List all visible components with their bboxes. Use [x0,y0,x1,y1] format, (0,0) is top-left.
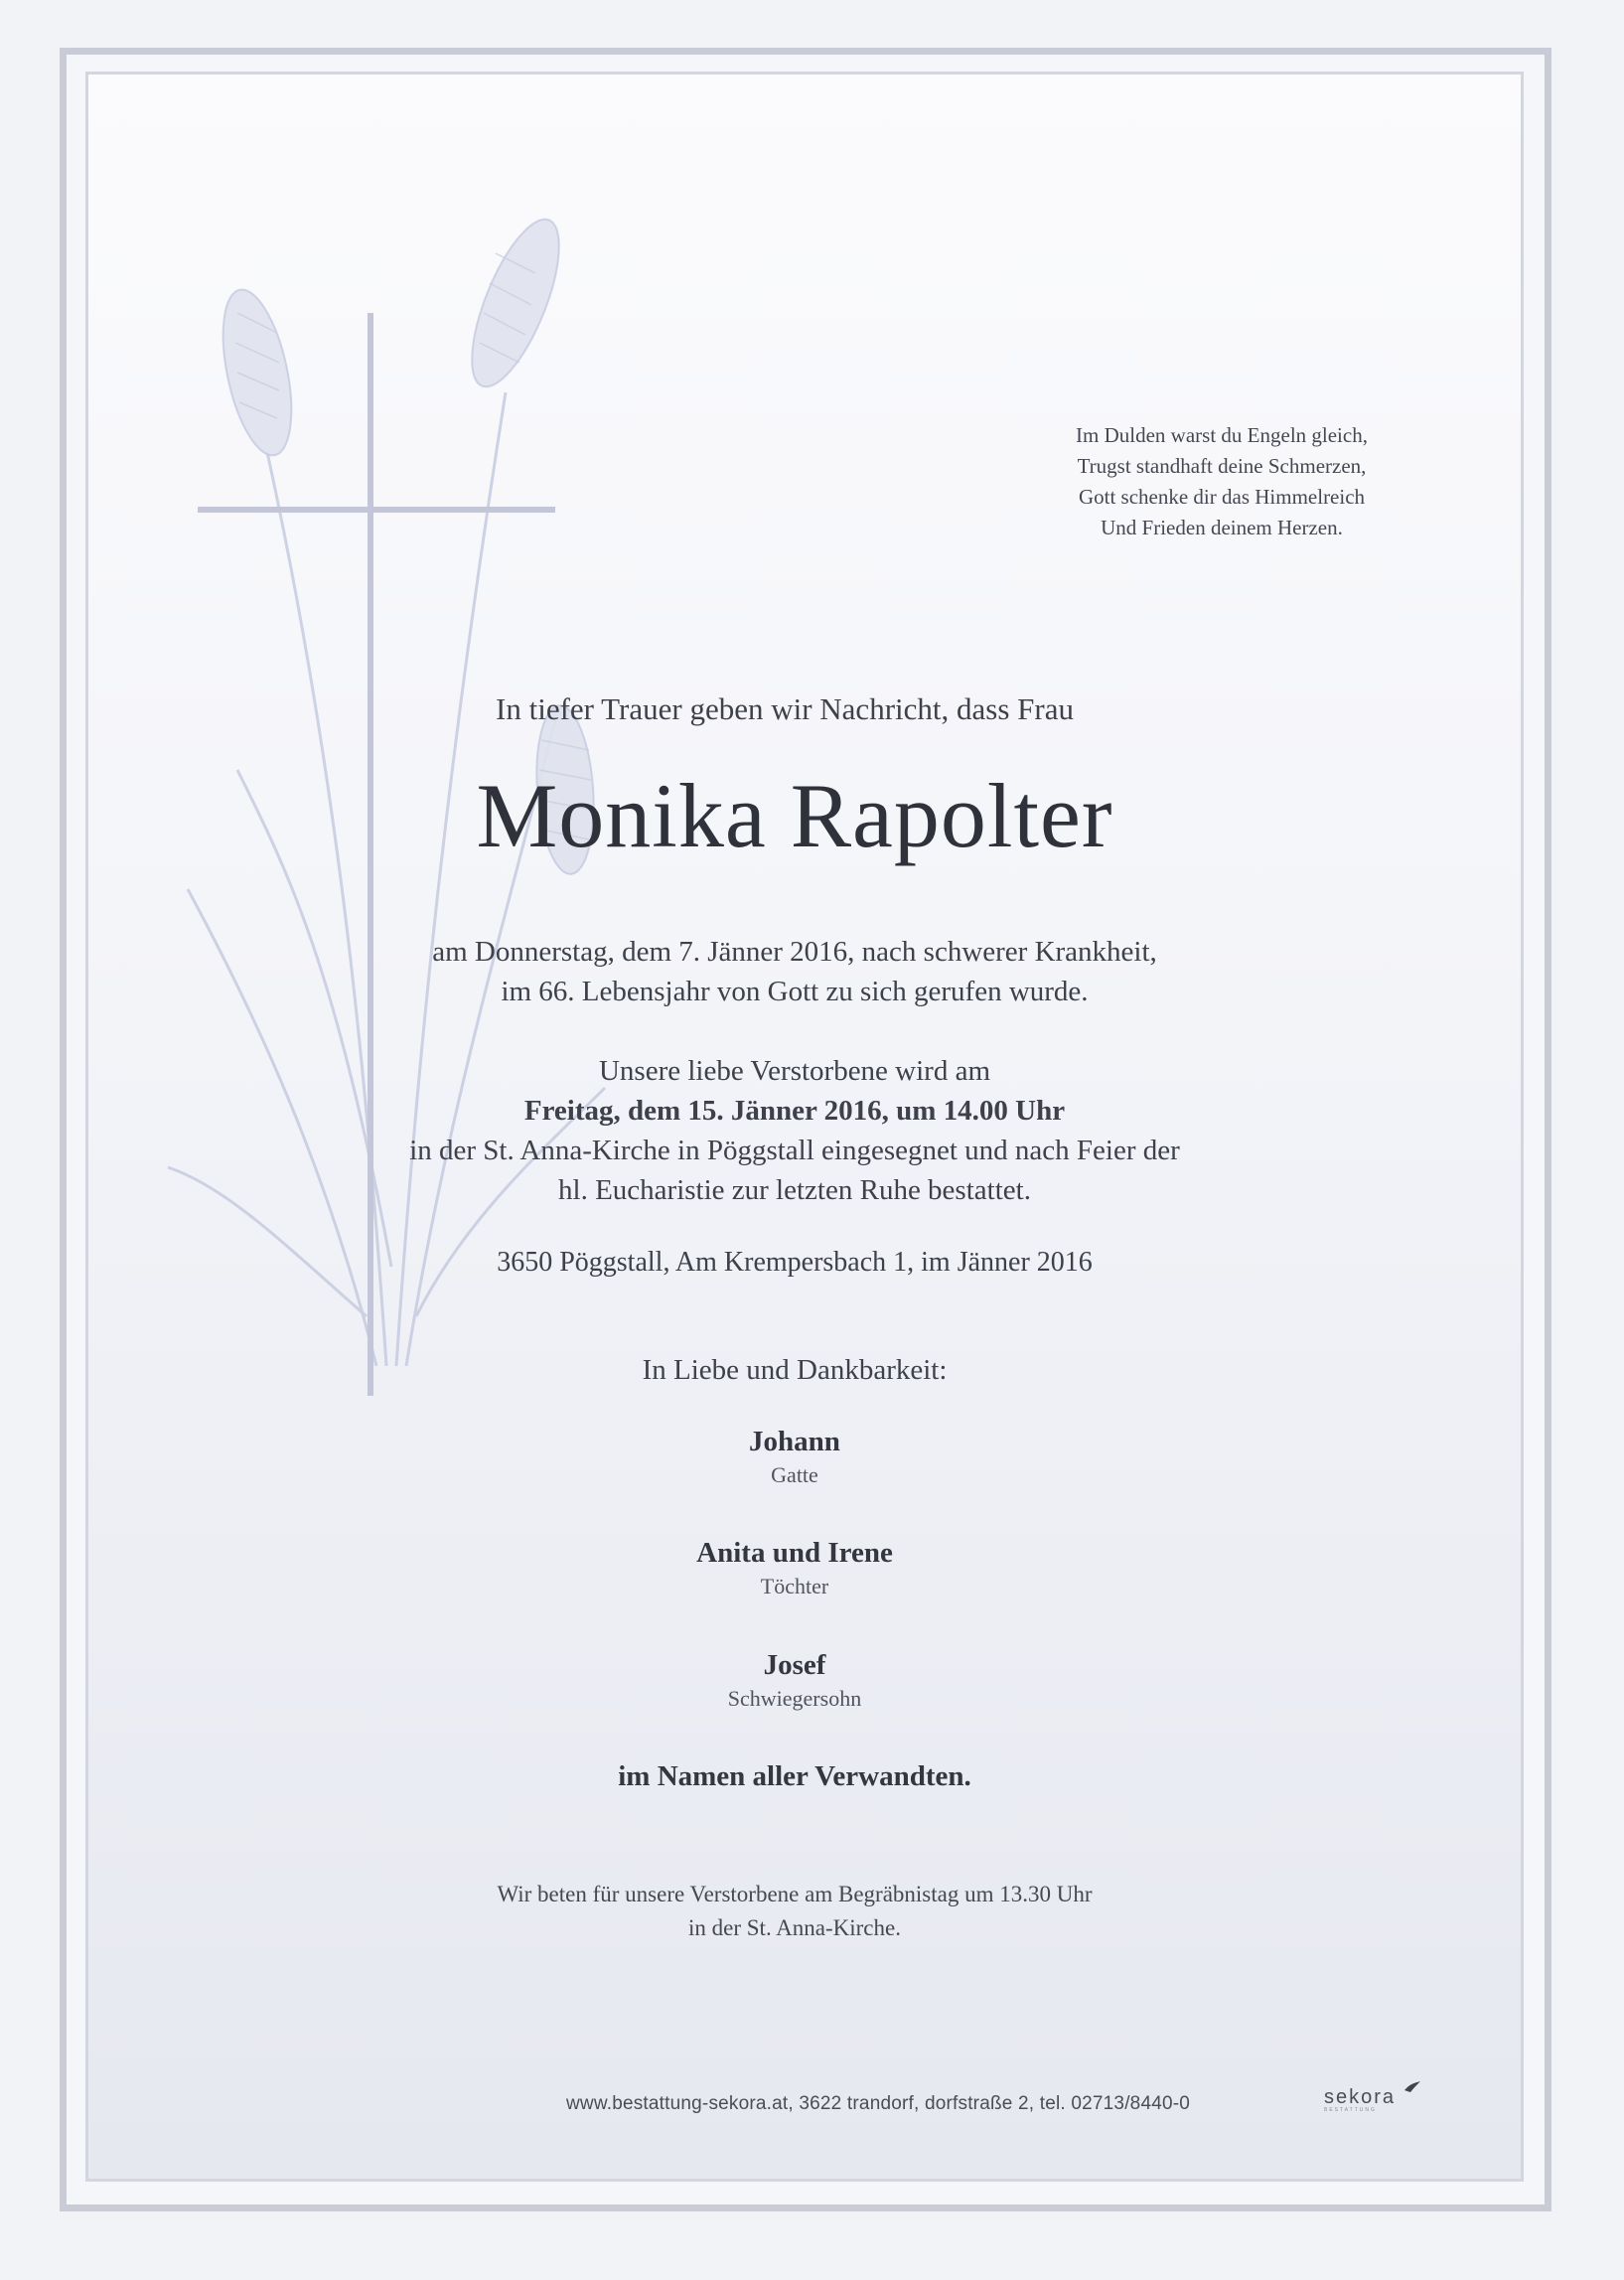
request-line-2: in der St. Anna-Kirche. [688,1915,901,1940]
funeral-line-3: in der St. Anna-Kirche in Pöggstall eingesegnet und nach Feier der [409,1135,1180,1166]
mourner-name: Johann [749,1426,840,1457]
sekora-logo [1324,2086,1433,2120]
funeral-line-1: Unsere liebe Verstorbene wird am [598,1055,991,1087]
funeral-line-4: hl. Eucharistie zur letzten Ruhe bestattet. [558,1174,1031,1206]
funeral-notice [298,1051,1291,1210]
mourner-entry [298,1646,1291,1714]
mourner-name: Anita und Irene [696,1537,893,1569]
sekora-bird-icon [1403,2080,1421,2094]
funeral-date: Freitag, dem 15. Jänner 2016, um 14.00 Uhr [523,1095,1066,1127]
death-line-1: am Donnerstag, dem 7. Jänner 2016, nach schwerer Krankheit, [432,936,1157,968]
mourner-relation: Töchter [760,1574,829,1598]
logo-sub: BESTATTUNG [1324,2107,1377,2113]
place-date: 3650 Pöggstall, Am Krempersbach 1, im Jänner 2016 [497,1247,1093,1278]
mourner-name: Josef [763,1649,826,1681]
poem-line: Gott schenke dir das Himmelreich [1078,485,1366,509]
prayer-request [298,1878,1291,1945]
deceased-name: Monika Rapolter [476,765,1113,866]
logo-word: sekora [1324,2086,1397,2108]
request-line-1: Wir beten für unsere Verstorbene am Begräbnistag um 13.30 Uhr [497,1882,1093,1906]
mourner-relation: Gatte [771,1462,818,1487]
mourner-entry [298,1423,1291,1490]
death-line-2: im 66. Lebensjahr von Gott zu sich gerufen wurde. [501,976,1089,1007]
relatives-line: im Namen aller Verwandten. [618,1760,971,1792]
intro-text: In tiefer Trauer geben wir Nachricht, dass Frau [496,691,1074,726]
thanks-heading: In Liebe und Dankbarkeit: [642,1354,948,1386]
poem [993,420,1450,543]
poem-line: Und Frieden deinem Herzen. [1101,516,1343,539]
poem-line: Trugst standhaft deine Schmerzen, [1077,454,1367,478]
poem-line: Im Dulden warst du Engeln gleich, [1076,423,1368,447]
footer-contact: www.bestattung-sekora.at, 3622 trandorf, dorfstraße 2, tel. 02713/8440-0 [566,2093,1191,2114]
death-notice [298,932,1291,1011]
mourner-relation: Schwiegersohn [727,1686,862,1711]
mourner-entry [298,1534,1291,1601]
